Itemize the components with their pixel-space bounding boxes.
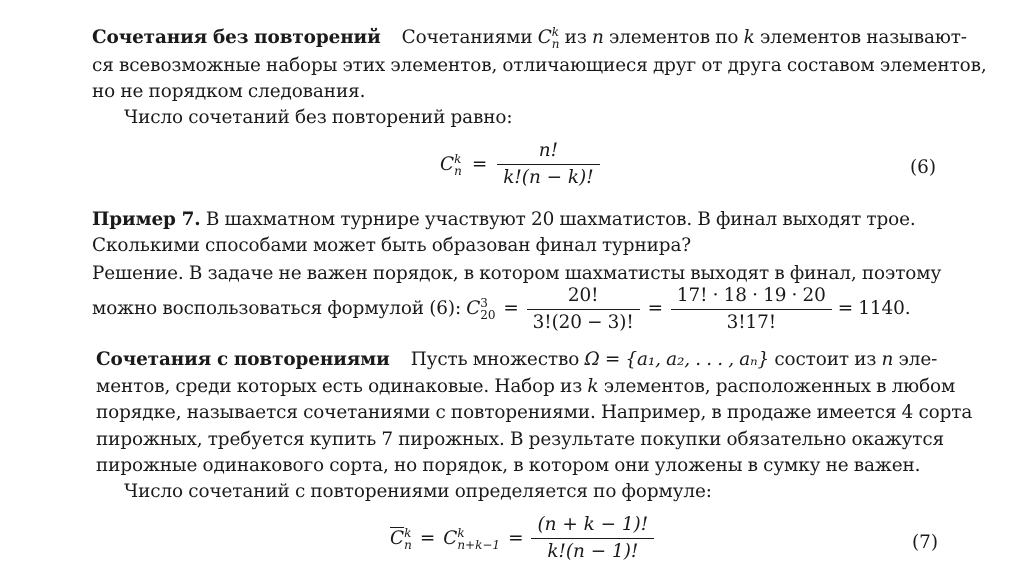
section2-line2: ментов, среди которых есть одинаковые. Набор из k элементов, расположенных в любом (96, 376, 956, 397)
section2-line4: пирожных, требуется купить 7 пирожных. В результате покупки обязательно окажутся (96, 429, 945, 450)
example-result: = 1140. (837, 298, 911, 319)
section2-line6: Число сочетаний с повторениями определяется по формуле: (124, 481, 712, 502)
example-line1: Пример 7. В шахматном турнире участвуют 20 шахматистов. В финал выходят трое. (92, 209, 916, 230)
example-label: Пример 7. (92, 209, 201, 230)
formula-6: C k n = $\frac{n!}{k!(n - k)!}$ (440, 140, 600, 189)
section1-line1: Сочетания без повторений Сочетаниями C k n из n элементов по k элементов называют- (92, 25, 967, 51)
section2-line5: пирожные одинакового сорта, но порядок, в котором они уложены в сумку не важен. (96, 455, 921, 476)
example-line2: Сколькими способами может быть образован финал турнира? (92, 235, 692, 256)
c-n-k-symbol: C k n (537, 25, 560, 51)
section2-line3: порядке, называется сочетаниями с повторениями. Например, в продаже имеется 4 сорта (96, 402, 973, 423)
section2-line1: Сочетания с повторениями Пусть множество Ω = {a₁, a₂, . . . , aₙ} состоит из n эле- (96, 349, 938, 370)
example-fraction-1: $\frac{20!}{3!(20 - 3)!}$ (527, 285, 640, 334)
formula-6-fraction: $\frac{n!}{k!(n - k)!}$ (497, 140, 599, 189)
formula-7: $\overline{C}$ k n = C k n+k−1 = $\frac{(n + k - 1)!}{k!(n - 1)!}$ (390, 514, 654, 563)
example-line4: можно воспользоваться формулой (6): C 3 20 = $\frac{20!}{3!(20 - 3)!}$ = $\frac{17! \cdot 18 \cdot 19 \cdot 20}{3!17!}$ = 1140. (92, 284, 911, 333)
example-line3: Решение. В задаче не важен порядок, в котором шахматисты выходят в финал, поэтому (92, 263, 942, 284)
section1-line4: Число сочетаний без повторений равно: (124, 107, 513, 128)
example-fraction-2: $\frac{17! \cdot 18 \cdot 19 \cdot 20}{3!17!}$ (671, 285, 832, 334)
formula-7-fraction: $\frac{(n + k - 1)!}{k!(n - 1)!}$ (531, 514, 654, 563)
omega-set: Ω = {a₁, a₂, . . . , aₙ} (584, 349, 770, 370)
section1-line2: ся всевозможные наборы этих элементов, отличающиеся друг от друга составом элементов, (92, 55, 987, 76)
equation-number-7: (7) (912, 532, 939, 553)
equation-number-6: (6) (910, 157, 937, 178)
section2-heading: Сочетания с повторениями (96, 349, 390, 370)
section1-heading: Сочетания без повторений (92, 27, 381, 48)
section1-line3: но не порядком следования. (92, 81, 366, 102)
